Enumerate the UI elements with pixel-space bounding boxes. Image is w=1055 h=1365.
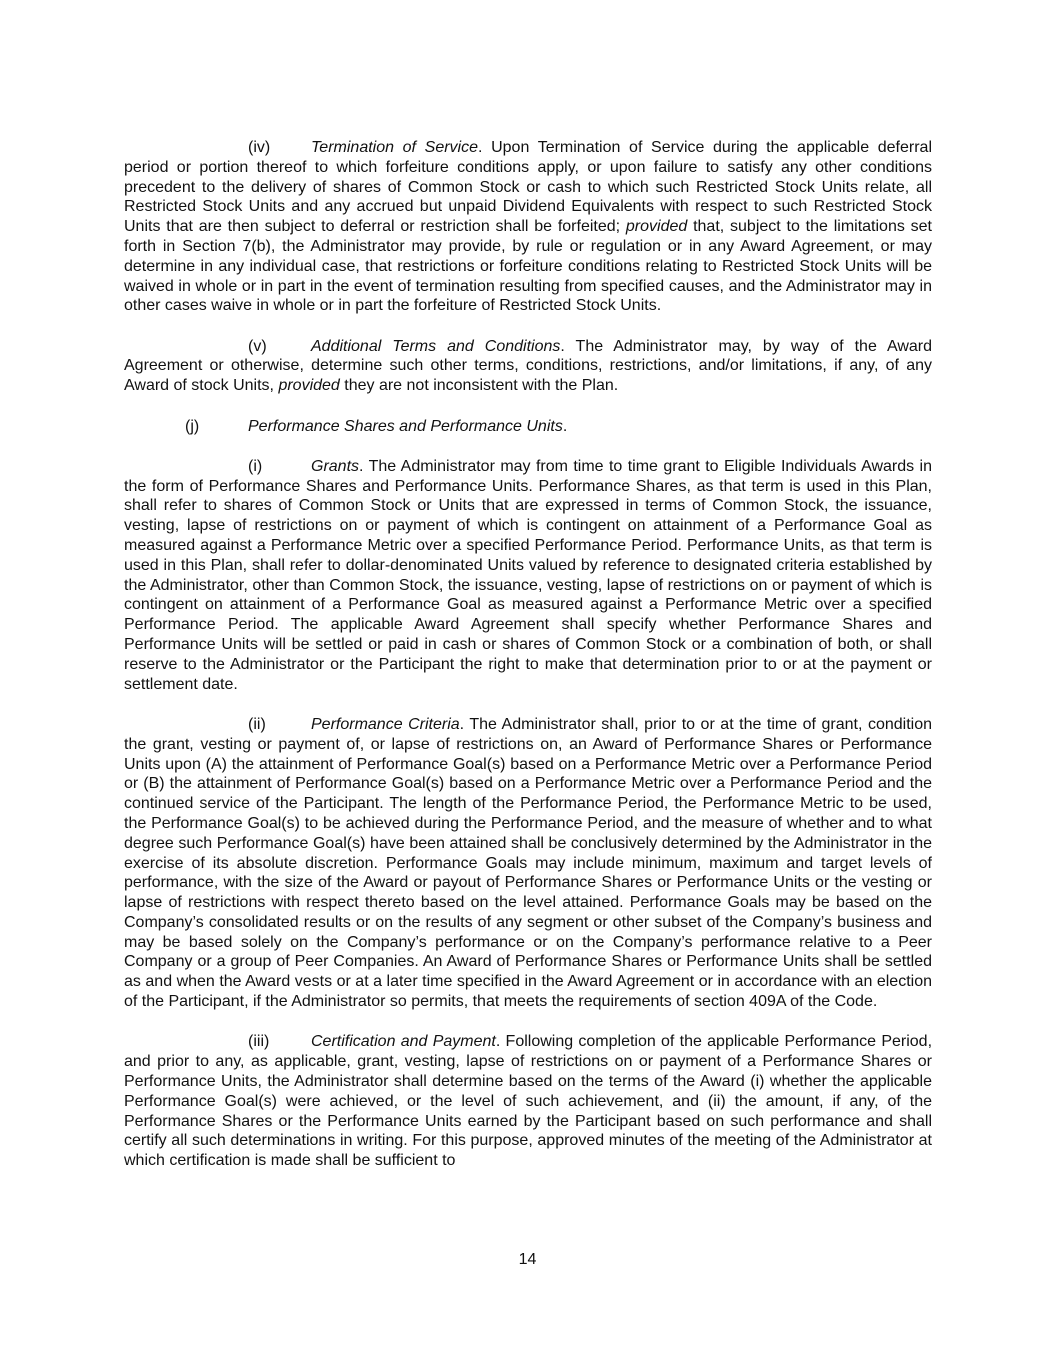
paragraph-title: Performance Criteria xyxy=(311,715,460,733)
section-title: Performance Shares and Performance Units xyxy=(248,417,563,435)
paragraph-label: (i) xyxy=(248,457,263,475)
paragraph-title: Termination of Service xyxy=(311,139,478,156)
paragraph-grants xyxy=(124,457,932,695)
paragraph-termination-of-service xyxy=(124,138,932,316)
section-suffix: . xyxy=(562,417,568,435)
emphasis-provided: provided xyxy=(625,218,688,236)
paragraph-certification-and-payment xyxy=(124,1032,932,1171)
paragraph-label: (ii) xyxy=(248,715,266,733)
paragraph-text: . Following completion of the applicable Performance Period, and prior to any, as applicable, grant, vesting, lapse of restrictions on or payment of a Performance Shares or Performance Units, the Administrator shall determine based on the terms of the Award (i) whether the applicable Performance Goal(s) were achieved, or the level of such achievement, and (ii) the amount, if any, of the Performance Shares or the Performance Units earned by the Participant based on such performance and shall certify all such determinations in writing. For this purpose, approved minutes of the meeting of the Administrator at which certification is made shall be sufficient to xyxy=(124,1033,933,1170)
paragraph-text: . The Administrator shall, prior to or at the time of grant, condition the grant, vesting or payment of, or lapse of restrictions on, an Award of Performance Shares or Performance Units upon (A) the attainment of Performance Goal(s) based on a Performance Metric over a Performance Period or (B) the attainment of Performance Goal(s) based on a Performance Metric over a Performance Period and the continued service of the Participant. The length of the Performance Period, the Performance Metric to be used, the Performance Goal(s) to be achieved during the Performance Period, and the measure of whether and to what degree such Performance Goal(s) have been attained shall be conclusively determined by the Administrator in the exercise of its absolute discretion. Performance Goals may include minimum, maximum and target levels of performance, with the size of the Award or payout of Performance Shares or Performance Units or the vesting or lapse of restrictions with respect thereto based on the level attained. Performance Goals may be based on the Company’s consolidated results or on the results of any segment or other subset of the Company’s business and may be based solely on the Company’s performance or on the Company’s performance relative to a Peer Company or a group of Peer Companies. An Award of Performance Shares or Performance Units shall be settled as and when the Award vests or at a later time specified in the Award Agreement or in accordance with an election of the Participant, if the Administrator so permits, that meets the requirements of section 409A of the Code. xyxy=(124,715,932,1011)
paragraph-text: they are not inconsistent with the Plan. xyxy=(339,377,619,395)
paragraph-label: (iii) xyxy=(248,1033,270,1051)
paragraph-text: . Upon Termination of Service during the applicable deferral period or portion thereof to which forfeiture conditions apply, or upon failure to satisfy any other conditions precedent to the delivery of shares of Common Stock or cash to which such Restricted Stock Units relate, all Restricted Stock Units and any accrued but unpaid Dividend Equivalents with respect to such Restricted Stock Units that are then subject to deferral or restriction shall be forfeited; xyxy=(124,139,933,236)
paragraph-title: Grants xyxy=(311,457,360,475)
section-heading xyxy=(124,417,932,437)
paragraph-text: . The Administrator may from time to time grant to Eligible Individuals Awards in the form of Performance Shares and Performance Units. Performance Shares, as that term is used in this Plan, shall refer to shares of Common Stock or Units that are expressed in terms of Common Stock, the issuance, vesting, lapse of restrictions on or payment of which is contingent on attainment of a Performance Goal as measured against a Performance Metric over a specified Performance Period. Performance Units, as that term is used in this Plan, shall refer to dollar-denominated Units valued by reference to designated criteria established by the Administrator, other than Common Stock, the issuance, vesting, lapse of restrictions on or payment of which is contingent on attainment of a Performance Goal as measured against a Performance Metric over a specified Performance Period. The applicable Award Agreement shall specify whether Performance Shares and Performance Units will be settled or paid in cash or shares of Common Stock or a combination of both, or shall reserve to the Administrator or the Participant the right to make that determination prior to or at the payment or settlement date. xyxy=(124,457,932,693)
paragraph-title: Certification and Payment xyxy=(311,1033,496,1051)
emphasis-provided: provided xyxy=(278,377,340,395)
page-number: 14 xyxy=(518,1251,537,1268)
paragraph-text: . The Administrator may, by way of the Award Agreement or otherwise, determine such other terms, conditions, restrictions, and/or limitations, if any, of any Award of stock Units, xyxy=(124,337,933,395)
paragraph-additional-terms xyxy=(124,337,932,396)
paragraph-text: that, subject to the limitations set forth in Section 7(b), the Administrator may provide, by rule or regulation or in any Award Agreement, or may determine in any individual case, that restrictions or forfeiture conditions relating to Restricted Stock Units will be waived in whole or in part in the event of termination resulting from specified causes, and the Administrator may in other cases waive in whole or in part the forfeiture of Restricted Stock Units. xyxy=(124,218,933,315)
paragraph-label: (v) xyxy=(248,337,267,355)
paragraph-performance-criteria xyxy=(124,715,932,1012)
section-label: (j) xyxy=(185,417,200,435)
document-body xyxy=(124,138,932,1191)
paragraph-title: Additional Terms and Conditions xyxy=(311,337,561,355)
paragraph-label: (iv) xyxy=(248,139,271,156)
